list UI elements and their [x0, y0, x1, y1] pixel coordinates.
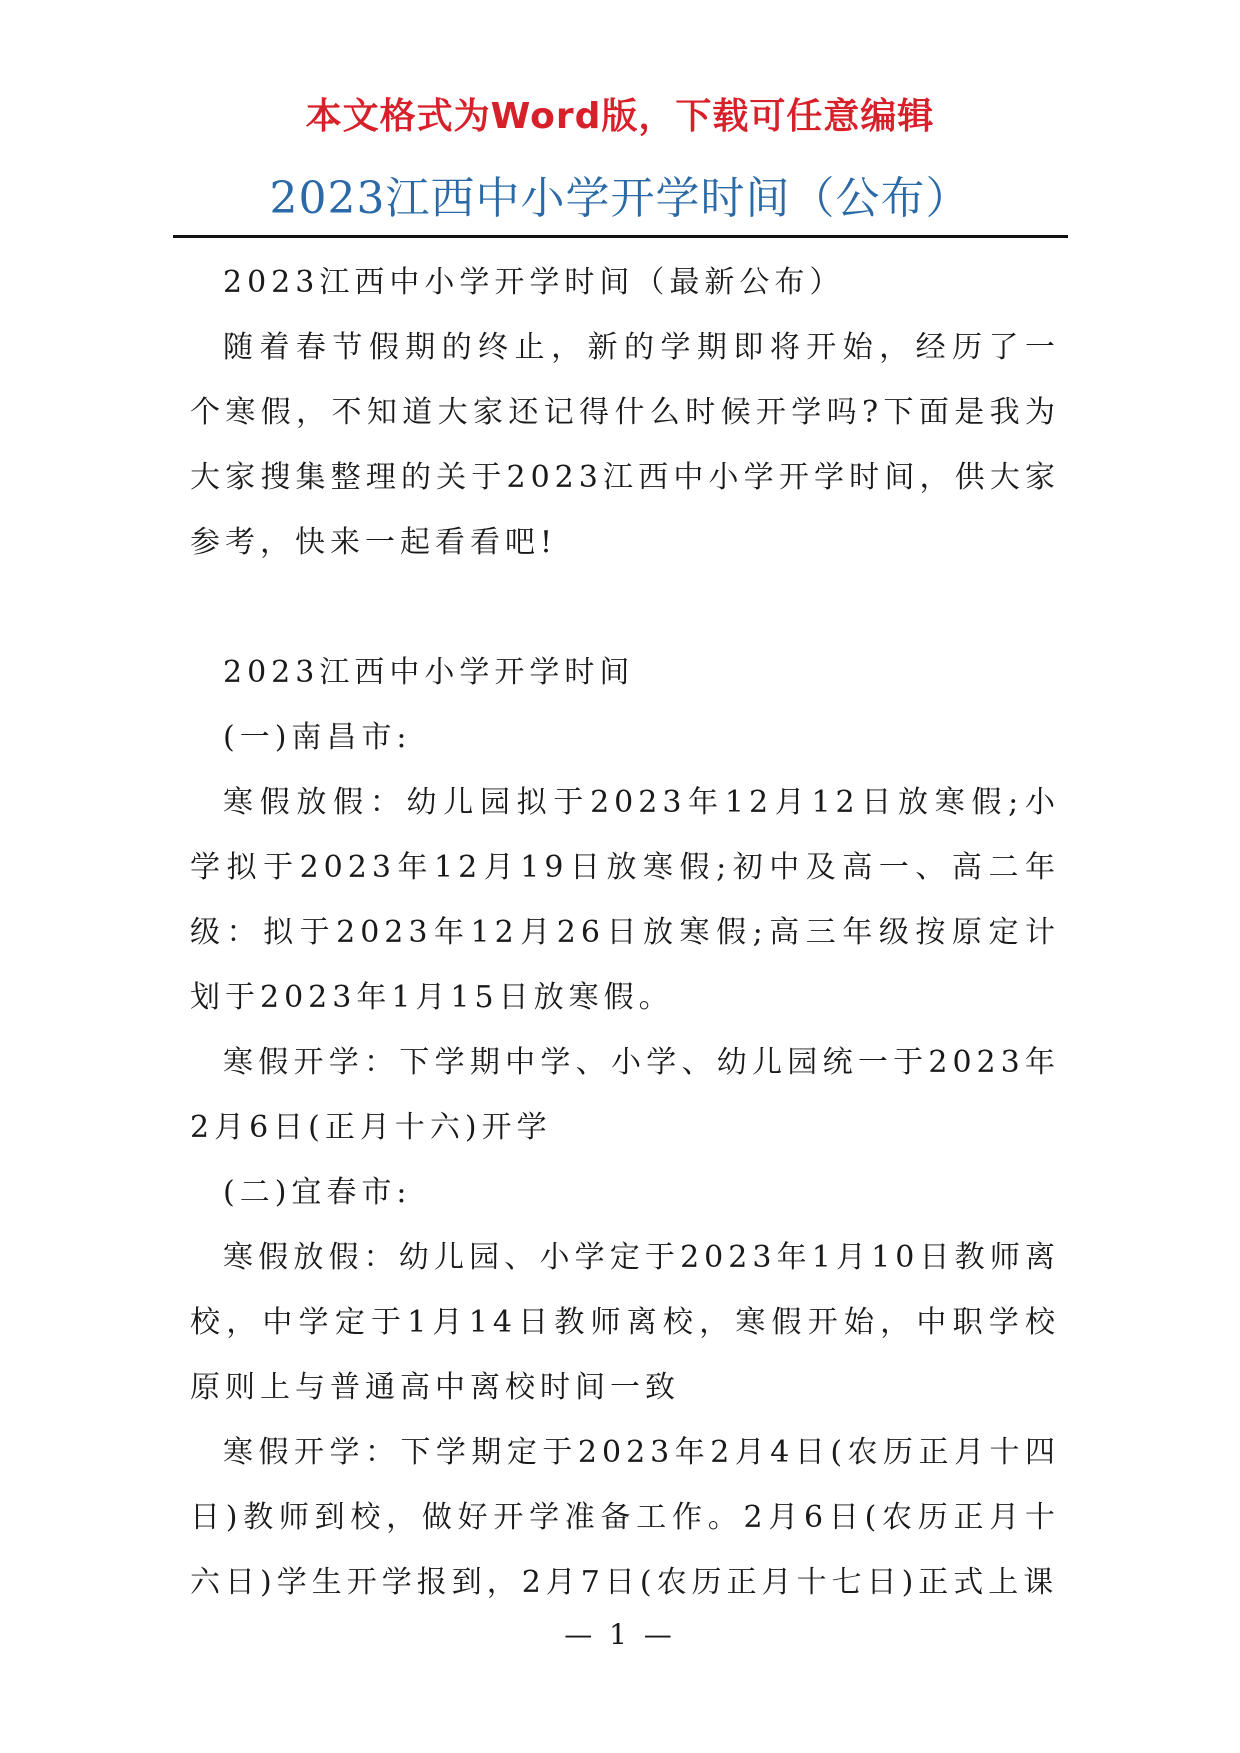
- document-title: 2023江西中小学开学时间（公布）: [269, 173, 971, 224]
- page-number: — 1 —: [564, 1618, 676, 1651]
- paragraph-spacer: [190, 575, 1060, 640]
- format-notice-banner: 本文格式为Word版，下载可任意编辑: [305, 96, 935, 137]
- yichun-school-start: 寒假开学：下学期定于2023年2月4日(农历正月十四日)教师到校，做好开学准备工作。2月6日(农历正月十六日)学生开学报到，2月7日(农历正月十七日)正式上课: [190, 1435, 1060, 1600]
- nanchang-winter-break: 寒假放假：幼儿园拟于2023年12月12日放寒假;小学拟于2023年12月19日放寒假;初中及高一、高二年级：拟于2023年12月26日放寒假;高三年级按原定计划于2023年1月15日放寒假。: [190, 785, 1060, 1015]
- subtitle-paragraph: 2023江西中小学开学时间（最新公布）: [223, 265, 845, 300]
- document-body: [190, 250, 1060, 1615]
- yichun-heading: (二)宜春市:: [223, 1175, 412, 1210]
- yichun-winter-break: 寒假放假：幼儿园、小学定于2023年1月10日教师离校，中学定于1月14日教师离校，寒假开始，中职学校原则上与普通高中离校时间一致: [190, 1240, 1060, 1405]
- intro-paragraph: 随着春节假期的终止，新的学期即将开始，经历了一个寒假，不知道大家还记得什么时候开学吗?下面是我为大家搜集整理的关于2023江西中小学开学时间，供大家参考，快来一起看看吧!: [190, 330, 1060, 560]
- nanchang-heading: (一)南昌市:: [223, 720, 412, 755]
- title-divider: [173, 235, 1068, 238]
- section-heading: 2023江西中小学开学时间: [223, 655, 635, 690]
- nanchang-school-start: 寒假开学：下学期中学、小学、幼儿园统一于2023年2月6日(正月十六)开学: [190, 1045, 1060, 1145]
